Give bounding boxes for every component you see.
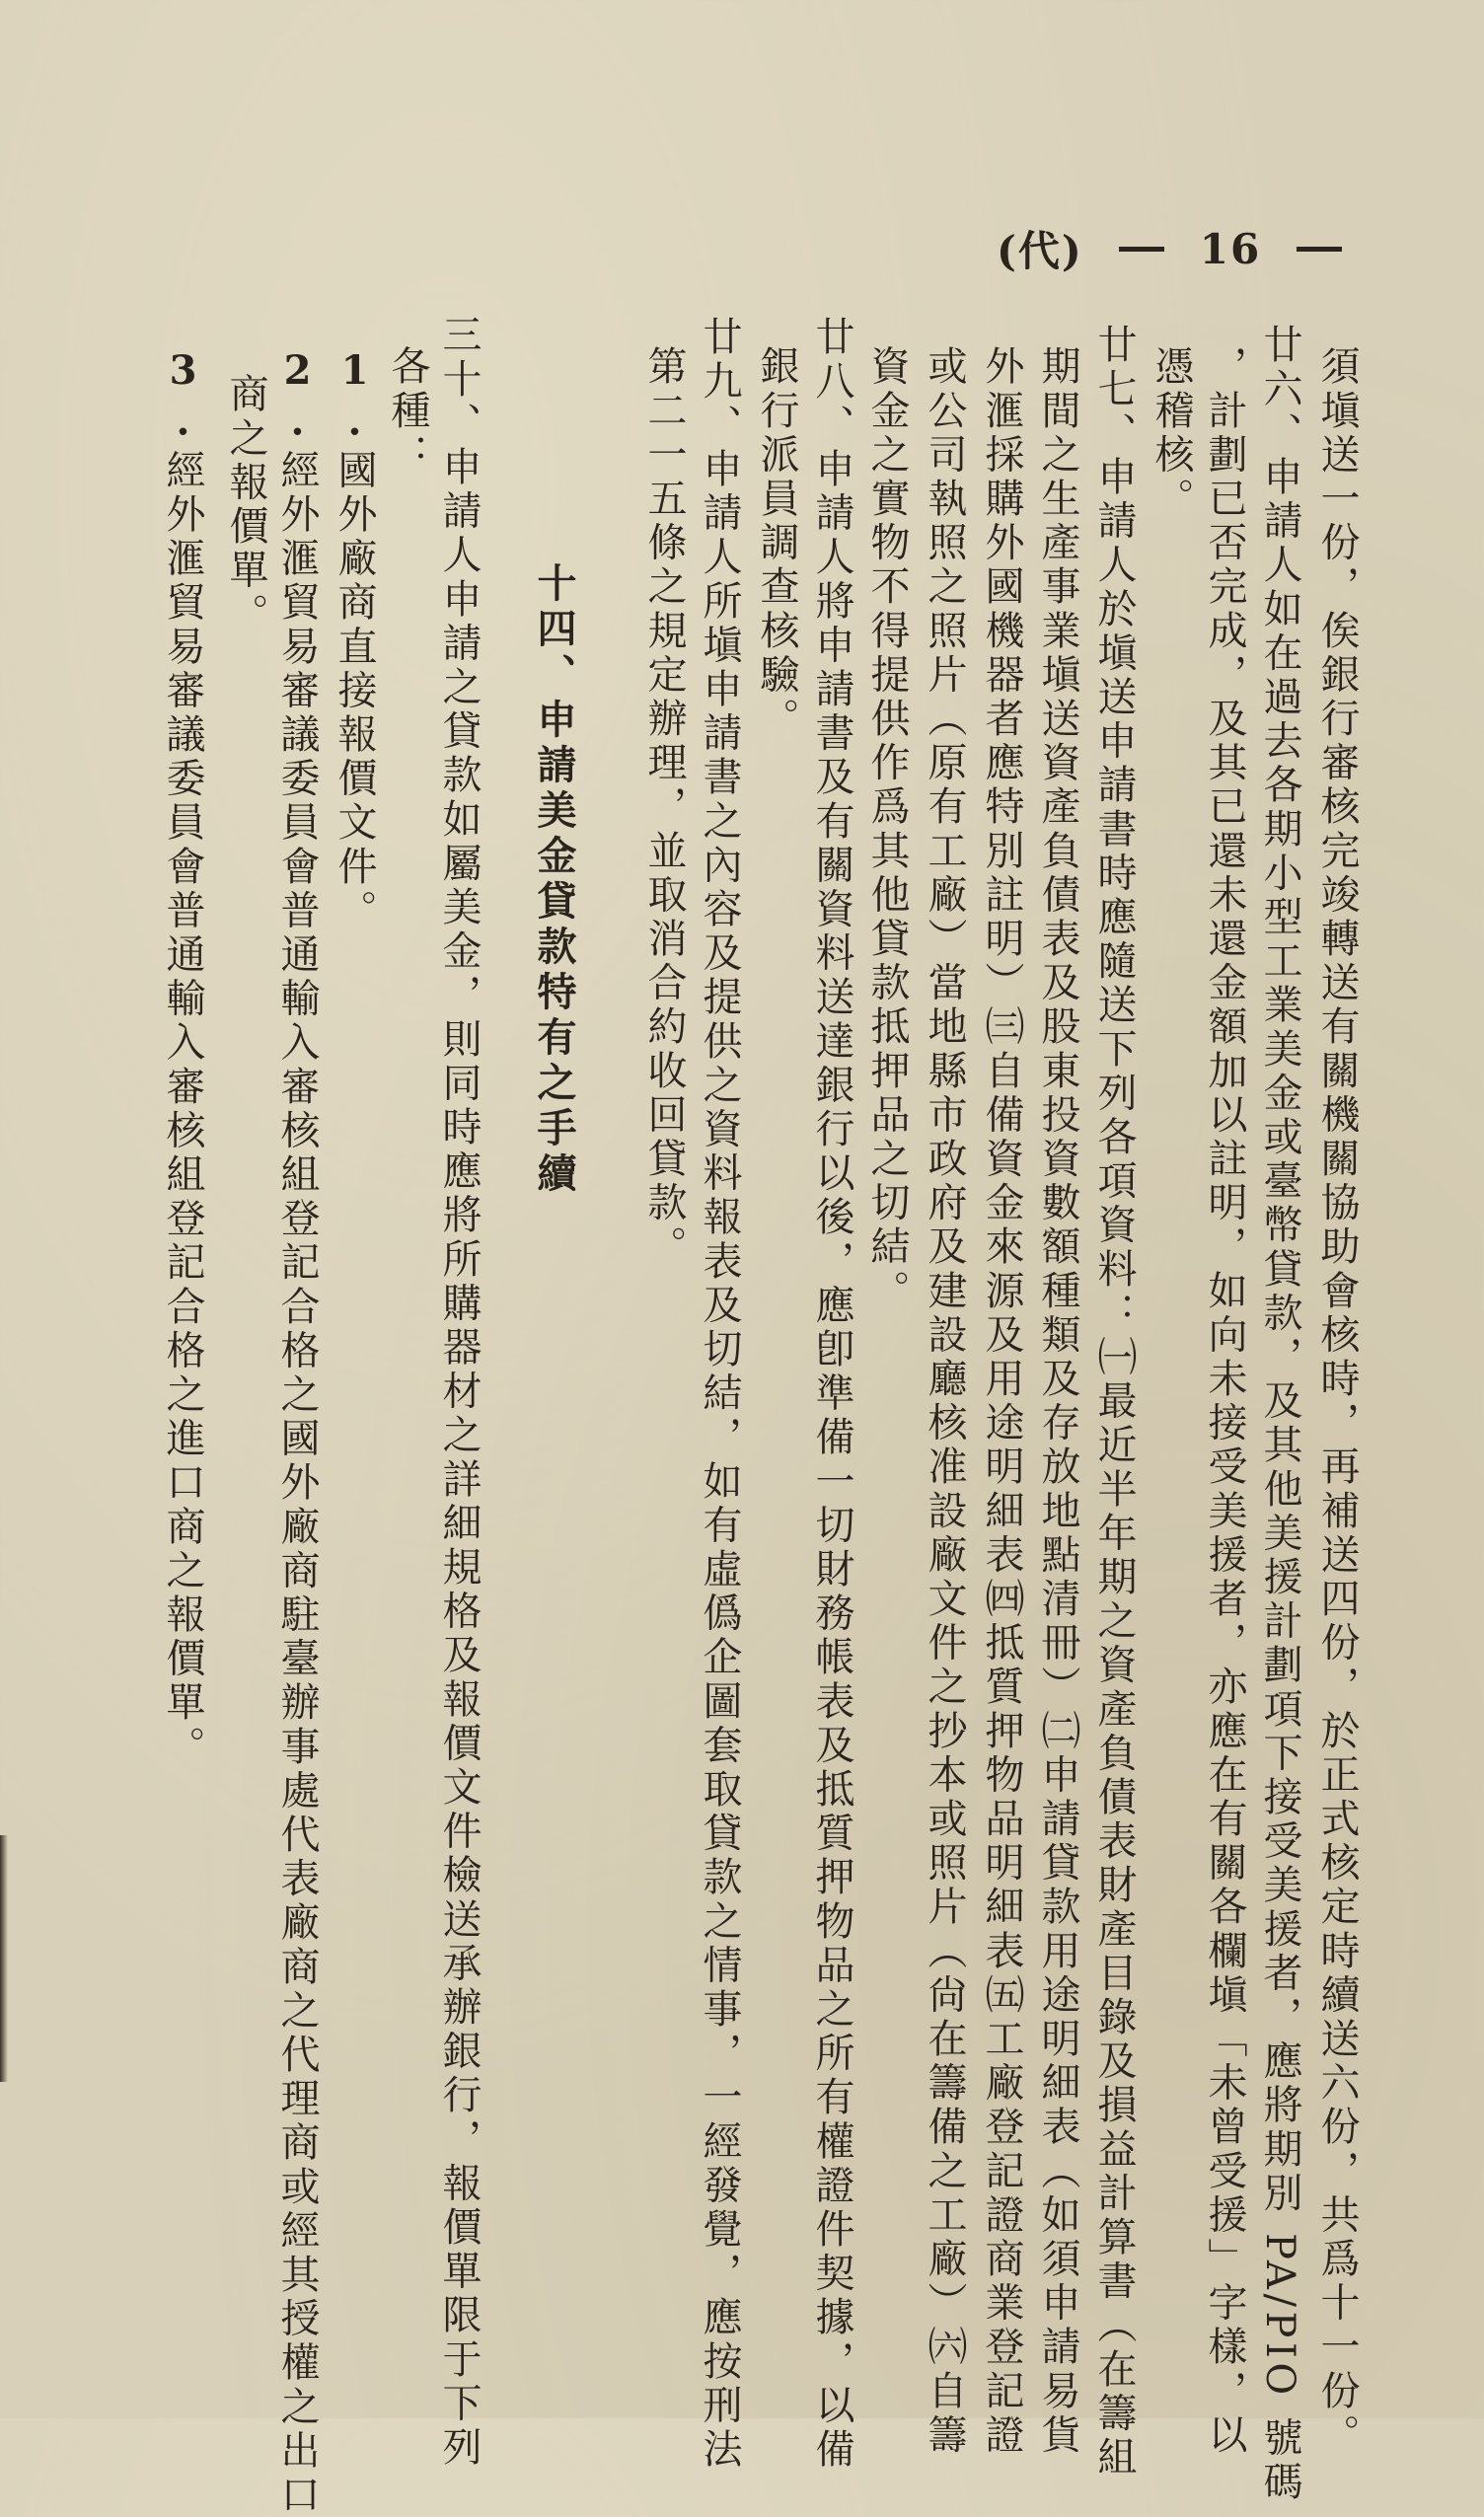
clause-27-line-2: 期間之生產事業塡送資產負債表及股東投資數額種類及存放地點清冊）㈡申請貸款用途明細表（如須申請易貨 [1035, 345, 1080, 2458]
clause-28-line-2: 銀行派員調查核驗。 [754, 345, 799, 742]
list-number: 2. [274, 347, 321, 450]
binding-edge [0, 1835, 8, 2082]
list-item-2-cont: 商之報價單。 [223, 373, 268, 637]
clause-29-line-2: 第二一五條之規定辦理，並取消合約收回貸款。 [641, 345, 687, 1270]
dash-right [1297, 247, 1342, 252]
list-item-3 [154, 347, 211, 1769]
clause-28-line-1: 廿八、申請人將申請書及有關資料送達銀行以後，應卽準備一切財務帳表及抵質押物品之所有權證件契據，以備 [809, 316, 854, 2473]
clause-26-line-3: 憑稽核。 [1149, 345, 1194, 522]
page-header [997, 219, 1342, 278]
list-item-text: 經外滙貿易審議委員會普通輸入審核組登記合格之進口商之報價單。 [160, 449, 205, 1770]
clause-29-line-1: 廿九、申請人所塡申請書之內容及提供之資料報表及切結，如有虛僞企圖套取貸款之情事，一經發覺，應按刑法 [697, 316, 742, 2473]
page-number: 16 [1199, 224, 1262, 273]
list-number: 1. [332, 347, 378, 450]
list-number: 3. [160, 347, 206, 450]
page-prefix: (代) [997, 227, 1083, 275]
list-item-text: 經外滙貿易審議委員會普通輸入審核組登記合格之國外廠商駐臺辦事處代表廠商之代理商或經其授權之出口 [274, 449, 320, 2517]
clause-27-line-4: 或公司執照之照片（原有工廠）當地縣市政府及建設廳核准設廠文件之抄本或照片（尙在籌備之工廠）㈥自籌 [922, 345, 967, 2458]
list-item-text: 國外廠商直接報價文件。 [332, 449, 377, 933]
clause-26-line-1: 廿六、申請人如在過去各期小型工業美金或臺幣貸款，及其他美援計劃項下接受美援者，應將期別 PA/PIO 號碼 [1257, 324, 1302, 2505]
list-item-2 [268, 347, 326, 2517]
text-column: 須塡送一份，俟銀行審核完竣轉送有關機關協助會核時，再補送四份，於正式核定時續送六份，共爲十一份。 [1314, 345, 1360, 2458]
section-heading: 十四、申請美金貸款特有之手續 [531, 562, 577, 1198]
clause-30-line-2: 各種： [385, 345, 430, 478]
clause-27-line-1: 廿七、申請人於塡送申請書時應隨送下列各項資料：㈠最近半年期之資產負債表財產目錄及損益計算書（在籌組 [1091, 324, 1137, 2480]
clause-30-line-1: 三十、申請人申請之貸款如屬美金，則同時應將所購器材之詳細規格及報價文件檢送承辦銀行，報價單限于下列 [436, 314, 482, 2471]
clause-27-line-3: 外滙採購外國機器者應特別註明）㈢自備資金來源及用途明細表㈣抵質押物品明細表㈤工廠登記證商業登記證 [979, 345, 1024, 2458]
list-item-1 [326, 347, 383, 933]
dash-left [1119, 247, 1164, 252]
clause-27-line-5: 資金之實物不得提供作爲其他貸款抵押品之切結。 [864, 345, 910, 1314]
clause-26-line-2: ，計劃已否完成，及其已還未還金額加以註明，如向未接受美援者，亦應在有關各欄塡「未曾受援」字樣，以 [1202, 345, 1247, 2458]
